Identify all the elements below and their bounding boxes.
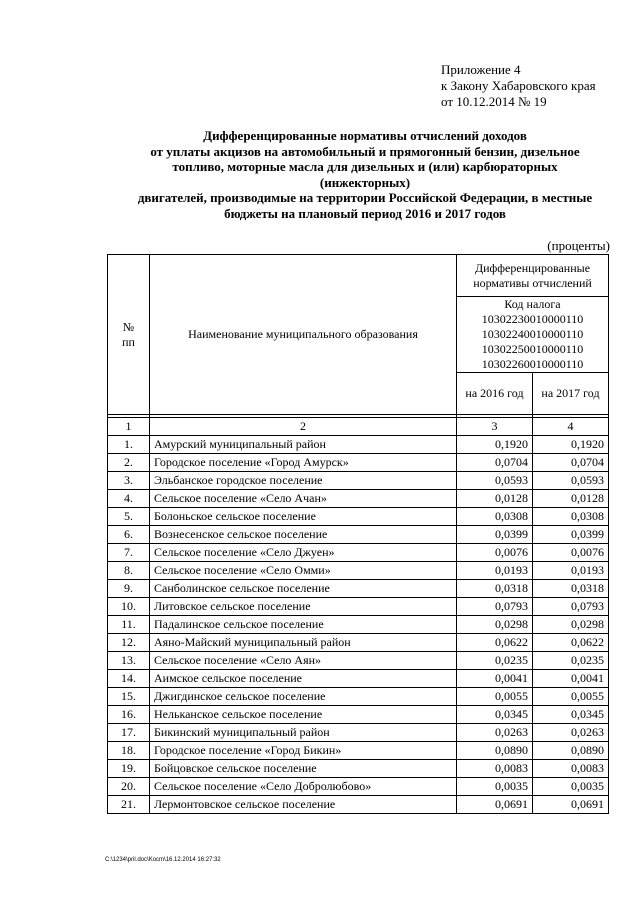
annex-reference [441, 62, 596, 110]
column-number: 3 [457, 418, 533, 436]
row-value-2017: 0,0263 [533, 724, 609, 742]
code-2: 10302240010000110 [481, 327, 584, 341]
code-4: 10302260010000110 [481, 357, 584, 371]
title-line-6: бюджеты на плановый период 2016 и 2017 годов [224, 205, 506, 221]
row-value-2016: 0,0345 [457, 706, 533, 724]
title-line-4: (инжекторных) [319, 174, 411, 190]
row-value-2017: 0,0128 [533, 490, 609, 508]
row-value-2017: 0,1920 [533, 436, 609, 454]
title-line-5: двигателей, производимые на территории Российской Федерации, в местные [137, 190, 593, 205]
row-name: Бикинский муниципальный район [150, 724, 457, 742]
table-row [108, 760, 609, 778]
row-name: Сельское поселение «Село Ачан» [150, 490, 457, 508]
row-value-2016: 0,0399 [457, 526, 533, 544]
code-1: 10302230010000110 [481, 312, 584, 326]
row-name: Джигдинское сельское поселение [150, 688, 457, 706]
row-value-2017: 0,0055 [533, 688, 609, 706]
row-name: Падалинское сельское поселение [150, 616, 457, 634]
row-number: 6. [108, 526, 150, 544]
header-name: Наименование муниципального образования [150, 255, 457, 415]
row-value-2016: 0,0691 [457, 796, 533, 814]
norms-table [107, 254, 609, 814]
row-value-2017: 0,0076 [533, 544, 609, 562]
table-row [108, 490, 609, 508]
row-value-2017: 0,0399 [533, 526, 609, 544]
row-value-2017: 0,0622 [533, 634, 609, 652]
column-number: 4 [533, 418, 609, 436]
row-value-2016: 0,0055 [457, 688, 533, 706]
file-path-footer: C:\1234\pril.doc\Kocm\16.12.2014 16:27:32 [105, 857, 221, 863]
row-number: 7. [108, 544, 150, 562]
row-number: 12. [108, 634, 150, 652]
annex-line-3: от 10.12.2014 № 19 [441, 94, 547, 109]
table-row [108, 454, 609, 472]
row-value-2017: 0,0593 [533, 472, 609, 490]
row-number: 2. [108, 454, 150, 472]
row-value-2016: 0,0128 [457, 490, 533, 508]
row-name: Сельское поселение «Село Аян» [150, 652, 457, 670]
row-name: Амурский муниципальный район [150, 436, 457, 454]
row-name: Санболинское сельское поселение [150, 580, 457, 598]
row-name: Лермонтовское сельское поселение [150, 796, 457, 814]
table-row [108, 742, 609, 760]
table-row [108, 778, 609, 796]
row-value-2017: 0,0235 [533, 652, 609, 670]
row-value-2016: 0,0263 [457, 724, 533, 742]
column-number: 2 [150, 418, 457, 436]
row-value-2017: 0,0890 [533, 742, 609, 760]
row-number: 14. [108, 670, 150, 688]
header-num: № пп [108, 255, 150, 415]
row-number: 15. [108, 688, 150, 706]
row-number: 18. [108, 742, 150, 760]
row-number: 11. [108, 616, 150, 634]
table-row [108, 544, 609, 562]
row-value-2017: 0,0035 [533, 778, 609, 796]
row-value-2016: 0,0041 [457, 670, 533, 688]
row-value-2017: 0,0308 [533, 508, 609, 526]
row-value-2017: 0,0298 [533, 616, 609, 634]
row-number: 19. [108, 760, 150, 778]
row-name: Болоньское сельское поселение [150, 508, 457, 526]
header-code [457, 297, 609, 373]
row-value-2016: 0,0235 [457, 652, 533, 670]
table-row [108, 634, 609, 652]
row-number: 1. [108, 436, 150, 454]
row-value-2016: 0,0083 [457, 760, 533, 778]
row-value-2017: 0,0691 [533, 796, 609, 814]
row-name: Нельканское сельское поселение [150, 706, 457, 724]
row-value-2016: 0,0793 [457, 598, 533, 616]
table-row [108, 706, 609, 724]
table-row [108, 526, 609, 544]
row-value-2017: 0,0041 [533, 670, 609, 688]
row-value-2017: 0,0704 [533, 454, 609, 472]
row-name: Литовское сельское поселение [150, 598, 457, 616]
row-name: Аяно-Майский муниципальный район [150, 634, 457, 652]
row-name: Городское поселение «Город Амурск» [150, 454, 457, 472]
row-value-2016: 0,0193 [457, 562, 533, 580]
annex-line-1: Приложение 4 [441, 62, 521, 77]
row-name: Бойцовское сельское поселение [150, 760, 457, 778]
header-year-2017: на 2017 год [533, 373, 609, 415]
row-name: Эльбанское городское поселение [150, 472, 457, 490]
table-row [108, 508, 609, 526]
row-name: Городское поселение «Город Бикин» [150, 742, 457, 760]
row-value-2016: 0,0704 [457, 454, 533, 472]
table-row [108, 436, 609, 454]
column-number-row [108, 418, 609, 436]
code-3: 10302250010000110 [481, 342, 584, 356]
header-year-2016: на 2016 год [457, 373, 533, 415]
units-label: (проценты) [547, 238, 610, 253]
row-name: Сельское поселение «Село Добролюбово» [150, 778, 457, 796]
row-value-2016: 0,0298 [457, 616, 533, 634]
row-number: 17. [108, 724, 150, 742]
row-value-2016: 0,0308 [457, 508, 533, 526]
document-title [100, 128, 630, 221]
table-row [108, 562, 609, 580]
row-number: 20. [108, 778, 150, 796]
row-number: 3. [108, 472, 150, 490]
row-value-2017: 0,0193 [533, 562, 609, 580]
row-number: 9. [108, 580, 150, 598]
header-group: Дифференцированные нормативы отчислений [457, 255, 609, 297]
row-value-2016: 0,0593 [457, 472, 533, 490]
row-name: Сельское поселение «Село Омми» [150, 562, 457, 580]
table-row [108, 616, 609, 634]
row-number: 21. [108, 796, 150, 814]
title-line-3: топливо, моторные масла для дизельных и (или) карбюраторных [172, 159, 558, 174]
row-value-2016: 0,0318 [457, 580, 533, 598]
row-value-2017: 0,0083 [533, 760, 609, 778]
code-label: Код налога [504, 297, 561, 311]
row-value-2017: 0,0793 [533, 598, 609, 616]
table-row [108, 724, 609, 742]
row-number: 4. [108, 490, 150, 508]
title-line-1: Дифференцированные нормативы отчислений доходов [203, 128, 527, 143]
row-number: 16. [108, 706, 150, 724]
row-value-2016: 0,0622 [457, 634, 533, 652]
annex-line-2: к Закону Хабаровского края [441, 78, 596, 93]
column-number: 1 [108, 418, 150, 436]
row-value-2016: 0,1920 [457, 436, 533, 454]
row-name: Аимское сельское поселение [150, 670, 457, 688]
row-value-2016: 0,0076 [457, 544, 533, 562]
row-value-2017: 0,0318 [533, 580, 609, 598]
row-value-2017: 0,0345 [533, 706, 609, 724]
table-row [108, 598, 609, 616]
row-value-2016: 0,0890 [457, 742, 533, 760]
table-row [108, 670, 609, 688]
table-row [108, 796, 609, 814]
table-row [108, 472, 609, 490]
row-name: Сельское поселение «Село Джуен» [150, 544, 457, 562]
row-name: Вознесенское сельское поселение [150, 526, 457, 544]
row-number: 8. [108, 562, 150, 580]
row-number: 10. [108, 598, 150, 616]
title-line-2: от уплаты акцизов на автомобильный и прямогонный бензин, дизельное [150, 143, 580, 159]
table-row [108, 688, 609, 706]
table-row [108, 580, 609, 598]
row-value-2016: 0,0035 [457, 778, 533, 796]
row-number: 13. [108, 652, 150, 670]
row-number: 5. [108, 508, 150, 526]
table-row [108, 652, 609, 670]
